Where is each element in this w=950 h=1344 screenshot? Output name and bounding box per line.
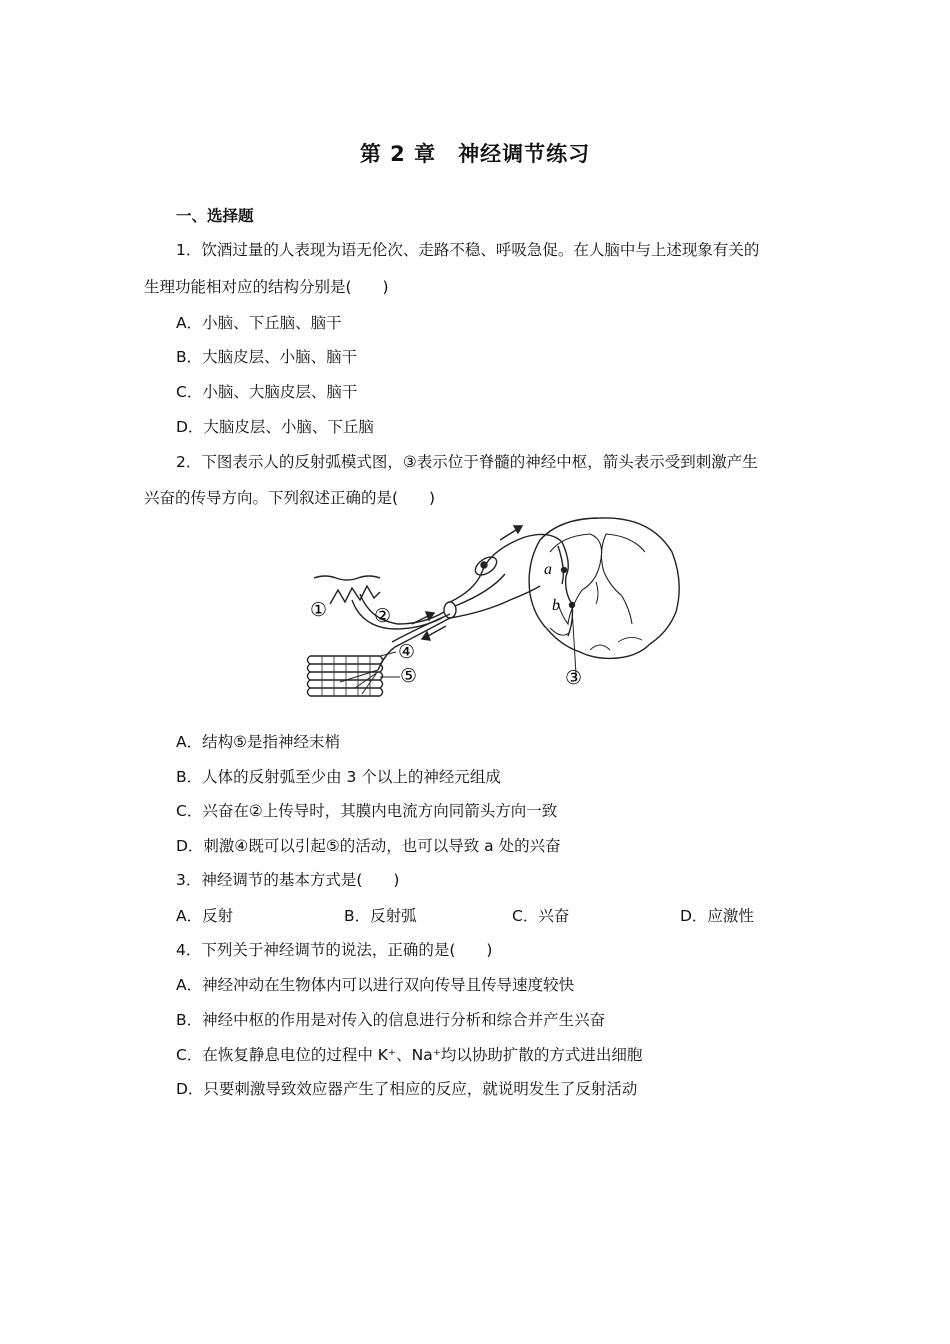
q1-option-b: B．大脑皮层、小脑、脑干 [176, 348, 358, 366]
q4-option-c: C．在恢复静息电位的过程中 K⁺、Na⁺均以协助扩散的方式进出细胞 [176, 1046, 643, 1064]
q3-stem: 3．神经调节的基本方式是( ) [176, 871, 400, 889]
q3-option-d: D．应激性 [680, 907, 754, 925]
q3-options-row [176, 904, 816, 926]
q1-option-d: D．大脑皮层、小脑、下丘脑 [176, 418, 374, 436]
q4-option-b: B．神经中枢的作用是对传入的信息进行分析和综合并产生兴奋 [176, 1011, 606, 1029]
q3-option-b: B．反射弧 [344, 907, 417, 925]
q4-option-d: D．只要刺激导致效应器产生了相应的反应，就说明发生了反射活动 [176, 1080, 638, 1098]
q1-option-a: A．小脑、下丘脑、脑干 [176, 314, 342, 332]
skin-surface [314, 576, 380, 580]
label-5: ⑤ [400, 666, 418, 687]
label-2: ② [374, 606, 392, 627]
q4-stem: 4．下列关于神经调节的说法，正确的是( ) [176, 941, 493, 959]
receptor [330, 586, 380, 604]
q3-option-c: C．兴奋 [512, 907, 570, 925]
label-a: a [544, 561, 552, 578]
q2-option-c: C．兴奋在②上传导时，其膜内电流方向同箭头方向一致 [176, 802, 558, 820]
label-3: ③ [565, 668, 583, 689]
interneuron [562, 542, 573, 636]
q2-stem-line2: 兴奋的传导方向。下列叙述正确的是( ) [144, 489, 436, 507]
reflex-arc-figure [300, 512, 690, 697]
label-1: ① [310, 600, 328, 621]
section-heading: 一、选择题 [176, 207, 254, 225]
q2-option-b: B．人体的反射弧至少由 3 个以上的神经元组成 [176, 768, 501, 786]
q2-stem-line1: 2．下图表示人的反射弧模式图，③表示位于脊髓的神经中枢，箭头表示受到刺激产生 [176, 453, 758, 471]
page-title: 第 2 章 神经调节练习 [359, 142, 591, 166]
q2-option-d: D．刺激④既可以引起⑤的活动，也可以导致 a 处的兴奋 [176, 837, 561, 855]
q1-stem-line1: 1．饮酒过量的人表现为语无伦次、走路不稳、呼吸急促。在人脑中与上述现象有关的 [176, 241, 760, 259]
muscle-effector [308, 656, 383, 696]
q4-option-a: A．神经冲动在生物体内可以进行双向传导且传导速度较快 [176, 976, 575, 994]
label-4: ④ [398, 642, 416, 663]
q2-option-a: A．结构⑤是指神经末梢 [176, 733, 340, 751]
q1-option-c: C．小脑、大脑皮层、脑干 [176, 383, 358, 401]
q1-stem-line2: 生理功能相对应的结构分别是( ) [144, 278, 389, 296]
label-b: b [552, 597, 560, 614]
q3-option-a: A．反射 [176, 907, 234, 925]
